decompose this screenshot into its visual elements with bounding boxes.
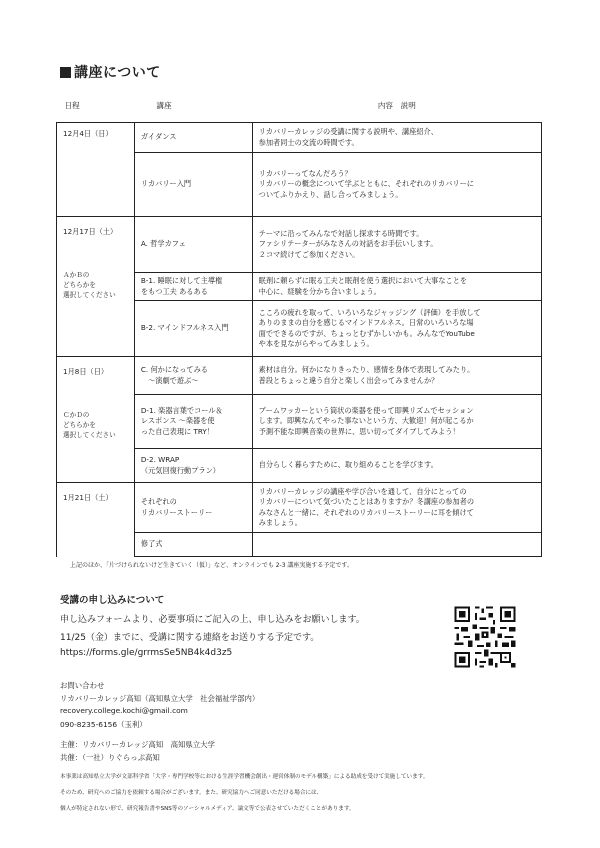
date-cell <box>57 357 135 483</box>
course-cell: それぞれの リカバリーストーリー <box>134 483 252 533</box>
course-cell: ガイダンス <box>134 123 252 153</box>
table-row <box>57 123 542 153</box>
content-cell: リカバリーカレッジの受講に関する説明や、講座紹介、 参加者同士の交流の時間です。 <box>252 123 541 153</box>
square-bullet-icon <box>60 67 71 78</box>
content-cell: 自分らしく暮らすために、取り組めることを学びます。 <box>252 449 541 483</box>
date-cell <box>57 483 135 557</box>
fine-print-2: そのため、研究へのご協力を依頼する場合がございます。また、研究協力へご同意いただける場合には、 <box>60 790 323 796</box>
date-subtext: ＣかＤの どちらかを 選択してください <box>63 411 116 440</box>
qr-code-icon[interactable] <box>452 604 518 670</box>
apply-instructions: 申し込みフォームより、必要事項にご記入の上、申し込みをお願いします。 <box>60 615 365 625</box>
table-row <box>57 217 542 273</box>
header-course: 講座 <box>156 100 172 110</box>
cohost-line: 共催：（一社）りぐらっぷ高知 <box>60 753 160 762</box>
content-cell: リカバリーカレッジの講座や学び合いを通して、自分にとっての リカバリーについて気づいたことはありますか？冬講座の参加者の みなさんと一緒に、それぞれのリカバリーストーリーに耳を傾けて みましょう。 <box>252 483 541 533</box>
course-cell: C. 何かになってみる ～演劇で遊ぶ～ <box>134 357 252 395</box>
table-row <box>57 357 542 395</box>
content-cell: ブームワッカーという筒状の楽器を使って即興リズムでセッション します。即興なんてやった事ないという方、大歓迎！何が起こるか 予測不能な即興音楽の世界に、思い切ってダイブしてみよう！ <box>252 395 541 449</box>
date-text: 1月8日（日） <box>63 367 109 376</box>
content-cell: リカバリーってなんだろう？ リカバリーの概念について学ぶとともに、それぞれのリカバリーに ついてふりかえり、話し合ってみましょう。 <box>252 153 541 217</box>
contact-email[interactable]: recovery.college.kochi@gmail.com <box>60 706 188 715</box>
course-cell: B-2. マインドフルネス入門 <box>134 301 252 357</box>
fine-print-1: 本事業は高知県立大学が文部科学省「大学・専門学校等における生涯学習機会創出・運営体制のモデル構築」による助成を受けて実施しています。 <box>60 774 429 780</box>
additional-note: 上記のほか、「片づけられないけど生きていく（仮）」など、オンラインでも 2-3 講座実施する予定です。 <box>70 562 353 569</box>
header-content: 内容 説明 <box>377 100 416 110</box>
course-cell: リカバリー入門 <box>134 153 252 217</box>
section-title <box>60 62 161 82</box>
schedule-table <box>56 88 542 557</box>
host-line: 主催：リカバリーカレッジ高知 高知県立大学 <box>60 740 215 749</box>
date-text: 12月4日（日） <box>63 129 113 138</box>
table-row <box>57 483 542 533</box>
date-text: 12月17日（土） <box>63 227 118 236</box>
apply-form-url[interactable]: https://forms.gle/grrmsSe5NB4k4d3z5 <box>60 648 233 658</box>
course-cell: 修了式 <box>134 533 252 557</box>
course-cell: D-2. WRAP （元気回復行動プラン） <box>134 449 252 483</box>
content-cell: テーマに沿ってみんなで対話し探求する時間です。 ファシリテーターがみなさんの対話をお手伝いします。 ２コマ続けてご参加ください。 <box>252 217 541 273</box>
table-header-row <box>57 88 542 123</box>
date-cell <box>57 217 135 357</box>
date-cell <box>57 123 135 217</box>
section-title-text: 講座について <box>74 65 161 81</box>
contact-phone[interactable]: 090-8235-6156（玉利） <box>60 720 147 729</box>
contact-heading: お問い合わせ <box>60 681 105 690</box>
content-cell <box>252 533 541 557</box>
course-cell: D-1. 楽器言葉でコール＆ レスポンス ～楽器を使 った自己表現に TRY！ <box>134 395 252 449</box>
date-subtext: ＡかＢの どちらかを 選択してください <box>63 271 116 300</box>
course-cell: A. 哲学カフェ <box>134 217 252 273</box>
apply-title: 受講の申し込みについて <box>60 595 165 606</box>
header-date: 日程 <box>64 100 80 110</box>
date-text: 1月21日（土） <box>63 493 113 502</box>
fine-print-3: 個人が特定されない形で、研究報告書やSNS等のソーシャルメディア、論文等で公表させていただくことがあります。 <box>60 806 355 812</box>
content-cell: こころの疲れを取って、いろいろなジャッジング（評価）を手放して ありのままの自分を感じるマインドフルネス。日常のいろいろな場 面でできるのですが、ちょっとむずかしいかも。みんなでYouTube や本を見ながらやってみましょう。 <box>252 301 541 357</box>
course-cell: B-1. 睡眠に対して主導権 をもつ工夫 あるある <box>134 273 252 301</box>
content-cell: 眠剤に頼らずに眠る工夫と眠剤を使う選択において大事なことを 中心に、経験を分かち合いましょう。 <box>252 273 541 301</box>
content-cell: 素材は自分。何かになりきったり、感情を身体で表現してみたり。 普段とちょっと違う自分と楽しく出会ってみませんか？ <box>252 357 541 395</box>
contact-org: リカバリーカレッジ高知（高知県立大学 社会福祉学部内） <box>60 694 260 703</box>
apply-deadline: 11/25（金）までに、受講に関する連絡をお送りする予定です。 <box>60 633 320 643</box>
